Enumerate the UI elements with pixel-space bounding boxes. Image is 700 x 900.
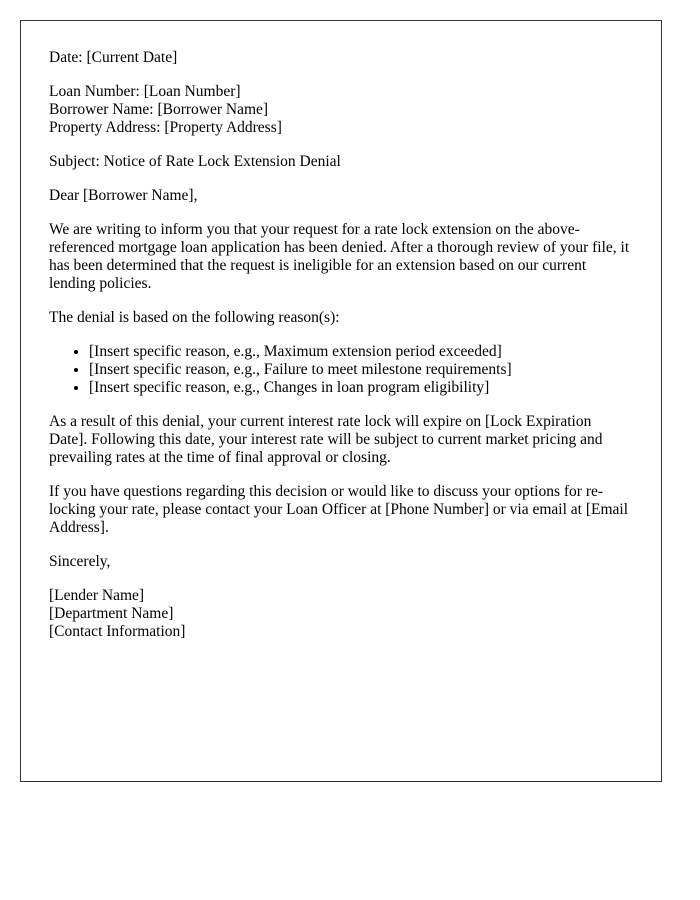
reason-item: • [Insert specific reason, e.g., Maximum extension period exceeded] [89, 343, 633, 361]
body-paragraph-1: We are writing to inform you that your request for a rate lock extension on the above-referenced mortgage loan application has been denied. After a thorough review of your file, it has been determined that the request is ineligible for an extension based on our current lending policies. [49, 221, 630, 292]
loan-number: Loan Number: [Loan Number] [49, 83, 241, 100]
body-paragraph-2: As a result of this denial, your current interest rate lock will expire on [Lock Expiration Date]. Following this date, your interest rate will be subject to current market pricing and prevailing rates at the time of final approval or closing. [49, 413, 603, 466]
borrower-name: Borrower Name: [Borrower Name] [49, 101, 269, 118]
body-paragraph-3: If you have questions regarding this decision or would like to discuss your options for re-locking your rate, please contact your Loan Officer at [Phone Number] or via email at [Email Address]. [49, 483, 629, 536]
lender-name: [Lender Name] [49, 587, 145, 604]
reasons-list [49, 343, 633, 397]
reason-item: • [Insert specific reason, e.g., Changes in loan program eligibility] [89, 379, 633, 397]
date-line: Date: [Current Date] [49, 49, 178, 66]
loan-details [49, 83, 633, 137]
reasons-intro: The denial is based on the following reason(s): [49, 309, 340, 326]
property-address: Property Address: [Property Address] [49, 119, 282, 136]
closing: Sincerely, [49, 553, 111, 570]
contact-information: [Contact Information] [49, 623, 186, 640]
department-name: [Department Name] [49, 605, 174, 622]
subject-line: Subject: Notice of Rate Lock Extension Denial [49, 153, 341, 170]
reason-item: • [Insert specific reason, e.g., Failure to meet milestone requirements] [89, 361, 633, 379]
letter [20, 20, 662, 782]
salutation: Dear [Borrower Name], [49, 187, 198, 204]
signature-block [49, 587, 633, 641]
